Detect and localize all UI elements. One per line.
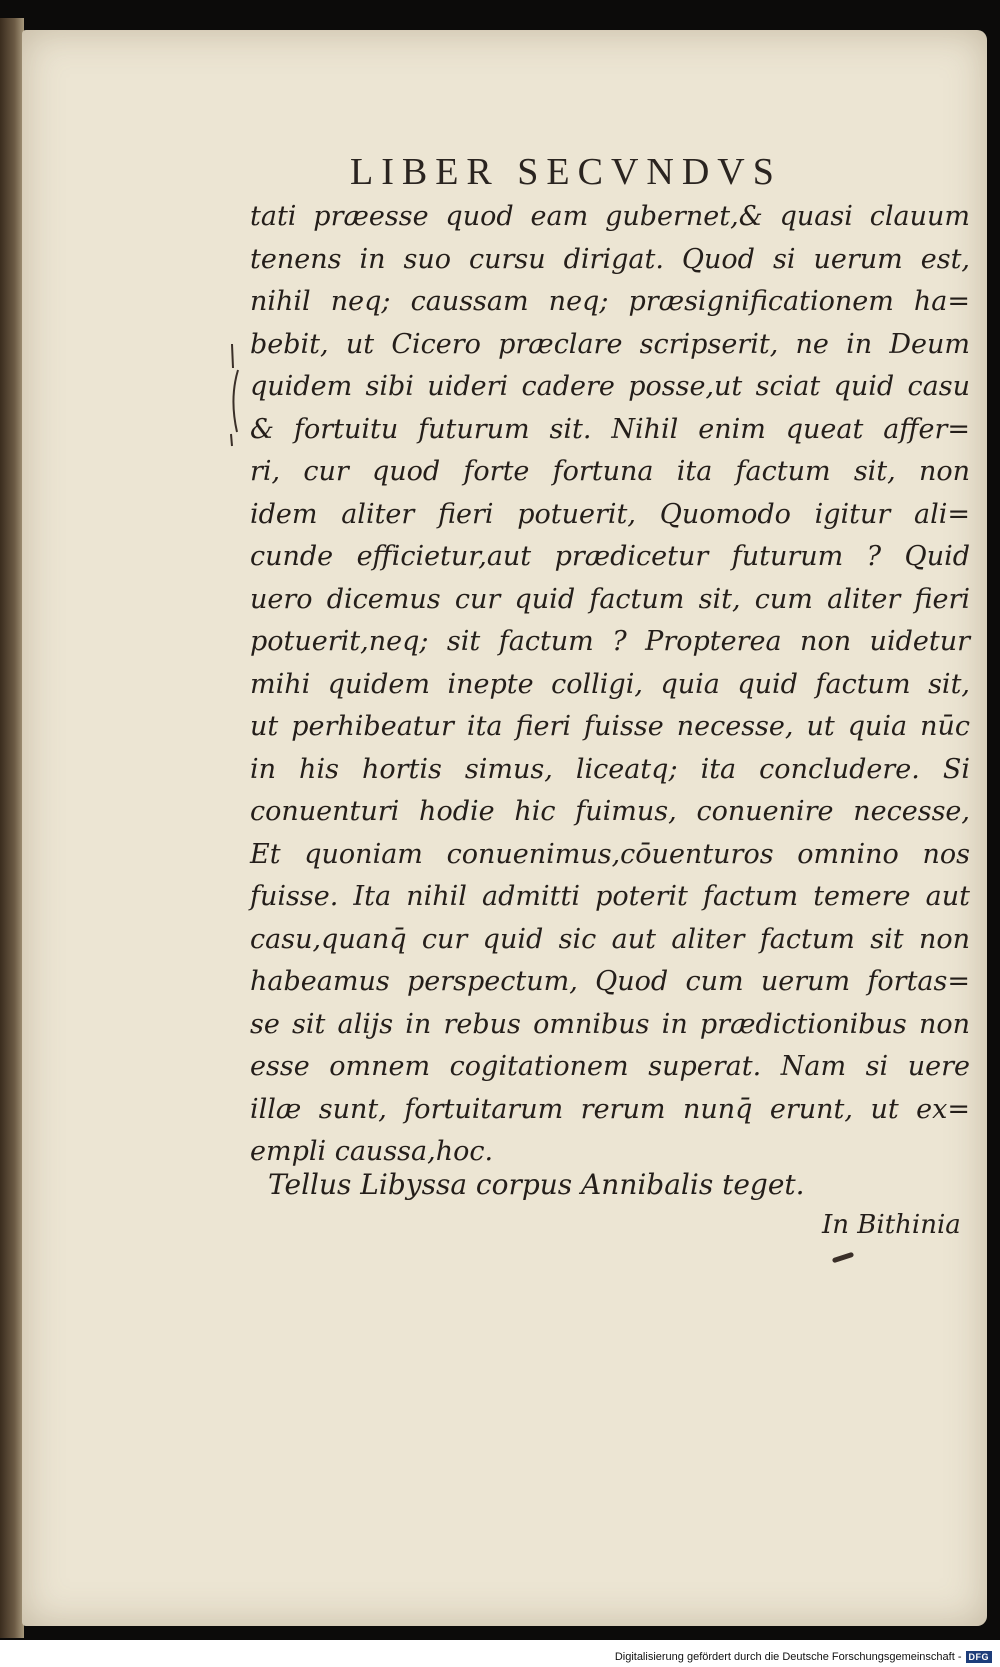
text-line: illæ sunt, fortuitarum rerum nunq̄ erunt, ut ex=	[250, 1093, 970, 1125]
text-line: fuisse. Ita nihil admitti poterit factum temere aut	[250, 881, 970, 912]
text-line: potuerit,neq; sit factum ? Propterea non uidetur	[250, 626, 970, 657]
text-line: idem aliter fieri potuerit, Quomodo igitur ali=	[250, 498, 970, 530]
text-line: habeamus perspectum, Quod cum uerum fortas=	[250, 966, 970, 997]
catchword: In Bithinia	[822, 1210, 961, 1240]
text-line: casu,quanq̄ cur quid sic aut aliter factum sit non	[250, 923, 970, 955]
text-line: mihi quidem inepte colligi, quia quid factum sit,	[250, 668, 970, 700]
text-line: tenens in suo cursu dirigat. Quod si uerum est,	[250, 243, 970, 275]
running-head: LIBER SECVNDVS	[350, 151, 782, 193]
text-line: esse omnem cogitationem superat. Nam si uere	[250, 1051, 970, 1082]
text-line: & fortuitu futurum sit. Nihil enim queat affer=	[250, 413, 970, 445]
text-line: se sit alijs in rebus omnibus in prædictionibus non	[250, 1008, 970, 1040]
text-line: conuenturi hodie hic fuimus, conuenire necesse,	[250, 796, 970, 827]
text-line: cunde efficietur,aut prædicetur futurum ? Quid	[250, 541, 970, 572]
text-line: empli caussa,hoc.	[250, 1136, 494, 1167]
credit-text: Digitalisierung gefördert durch die Deutsche Forschungsgemeinschaft -	[614, 1651, 962, 1663]
marginal-bracket-mark	[228, 340, 242, 450]
text-line: quidem sibi uideri cadere posse,ut sciat quid casu	[250, 371, 970, 402]
page-gutter-edge	[0, 18, 24, 1638]
body-text-block	[250, 196, 970, 1174]
text-line: Et quoniam conuenimus,cōuenturos omnino nos	[250, 838, 970, 870]
verse-quotation: Tellus Libyssa corpus Annibalis teget.	[268, 1168, 805, 1201]
text-line: in his hortis simus, liceatq; ita concludere. Si	[250, 753, 970, 785]
text-line: ri, cur quod forte fortuna ita factum sit, non	[250, 456, 970, 487]
text-line: bebit, ut Cicero præclare scripserit, ne in Deum	[250, 328, 970, 360]
text-line: uero dicemus cur quid factum sit, cum aliter fieri	[250, 583, 970, 615]
text-line: tati præesse quod eam gubernet,& quasi clauum	[250, 201, 970, 232]
digitization-credit	[615, 1651, 992, 1663]
text-line: ut perhibeatur ita fieri fuisse necesse, ut quia nūc	[250, 711, 970, 742]
dfg-logo: DFG	[966, 1651, 993, 1663]
text-line: nihil neq; caussam neq; præsignificationem ha=	[250, 286, 970, 317]
